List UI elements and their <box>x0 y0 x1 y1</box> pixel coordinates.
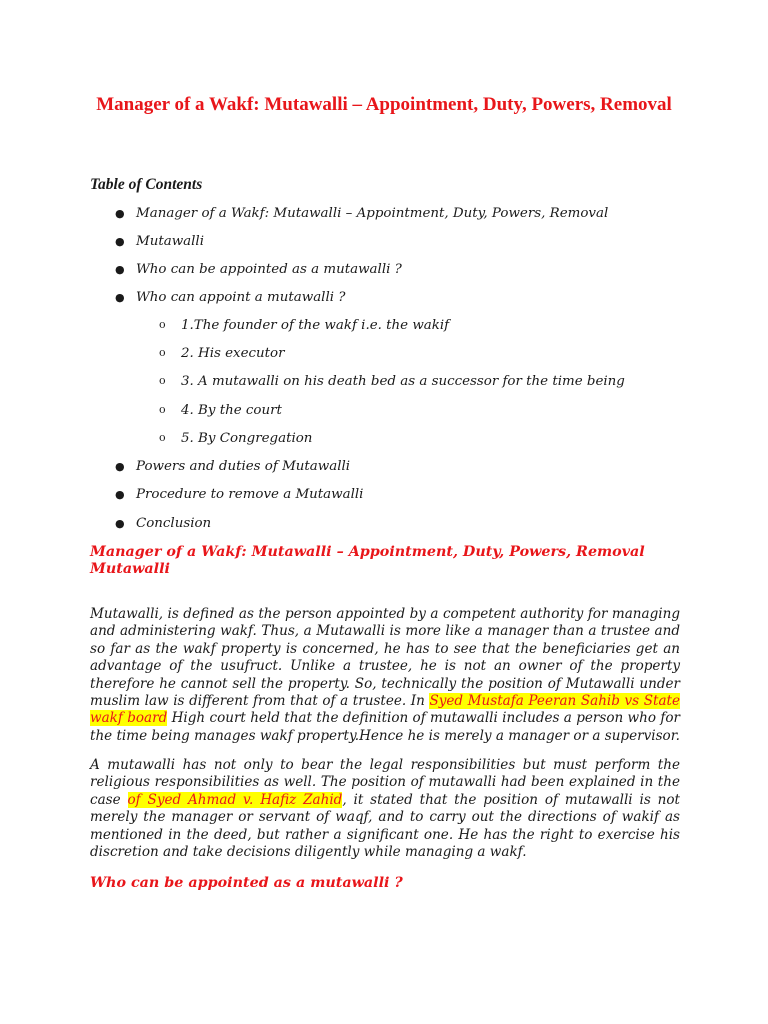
paragraph <box>90 606 680 745</box>
toc-item-label: Powers and duties of Mutawalli <box>136 459 351 474</box>
toc-subitem[interactable] <box>159 317 450 335</box>
paragraph-text: Mutawalli, is defined as the person appointed by a competent authority for managing and administering wakf. Thus, a Mutawalli is more like a manager than a trustee and so far as the wakf property is concerned, he has to see that the beneficiaries get an advantage of the usufruct. Unlike a trustee, he is not an owner of the property therefore he cannot sell the property. So, technically the position of Mutawalli under muslim law is different from that of a trustee. In <box>90 606 680 710</box>
section-heading <box>90 544 690 578</box>
toc-subitem[interactable] <box>159 345 285 363</box>
toc-item[interactable] <box>115 289 346 307</box>
toc-subitem-label: 1.The founder of the wakf i.e. the wakif <box>181 318 450 333</box>
circle-bullet-icon: o <box>159 403 166 416</box>
bullet-icon: ● <box>115 488 125 501</box>
toc-item[interactable] <box>115 458 351 476</box>
bullet-icon: ● <box>115 263 125 276</box>
bullet-icon: ● <box>115 235 125 248</box>
toc-subitem[interactable] <box>159 373 625 391</box>
paragraph-text: A mutawalli has not only to bear the legal responsibilities but must perform the religious responsibilities as well. The position of mutawalli had been explained in the case <box>90 757 680 808</box>
section-heading-line: Manager of a Wakf: Mutawalli – Appointment, Duty, Powers, Removal <box>90 544 645 560</box>
bullet-icon: ● <box>115 207 125 220</box>
toc-item-label: Manager of a Wakf: Mutawalli – Appointment, Duty, Powers, Removal <box>136 206 609 221</box>
section-heading: Who can be appointed as a mutawalli ? <box>90 875 403 891</box>
case-citation-link[interactable]: of Syed Ahmad v. Hafiz Zahid <box>127 791 343 808</box>
circle-bullet-icon: o <box>159 431 166 444</box>
circle-bullet-icon: o <box>159 374 166 387</box>
bullet-icon: ● <box>115 517 125 530</box>
toc-subitem[interactable] <box>159 402 282 420</box>
toc-item-label: Conclusion <box>136 516 212 531</box>
toc-item[interactable] <box>115 233 204 251</box>
toc-item[interactable] <box>115 486 364 504</box>
paragraph <box>90 757 680 861</box>
toc-item[interactable] <box>115 261 402 279</box>
toc-item[interactable] <box>115 515 212 533</box>
paragraph-text: High court held that the definition of mutawalli includes a person who for the time being manages wakf property.Hence he is merely a manager or a supervisor. <box>90 710 680 744</box>
toc-subitem[interactable] <box>159 430 313 448</box>
toc-subitem-label: 3. A mutawalli on his death bed as a successor for the time being <box>181 374 625 389</box>
bullet-icon: ● <box>115 291 125 304</box>
toc-subitem-label: 5. By Congregation <box>181 431 313 446</box>
toc-item-label: Who can be appointed as a mutawalli ? <box>136 262 402 277</box>
toc-subitem-label: 2. His executor <box>181 346 285 361</box>
toc-subitem-label: 4. By the court <box>181 403 282 418</box>
toc-item[interactable] <box>115 205 609 223</box>
paragraph-text: , it stated that the position of mutawalli is not merely the manager or servant of waqf, and to carry out the directions of wakif as mentioned in the deed, but rather a significant one. He has the right to exercise his discretion and take decisions diligently while managing a wakf. <box>90 791 680 861</box>
toc-heading: Table of Contents <box>90 176 203 193</box>
section-heading-line: Mutawalli <box>90 561 170 577</box>
toc-item-label: Mutawalli <box>136 234 204 249</box>
case-citation-link[interactable]: Syed Mustafa Peeran Sahib vs State wakf board <box>90 693 680 727</box>
circle-bullet-icon: o <box>159 318 166 331</box>
bullet-icon: ● <box>115 460 125 473</box>
toc-item-label: Who can appoint a mutawalli ? <box>136 290 346 305</box>
toc-item-label: Procedure to remove a Mutawalli <box>136 487 364 502</box>
document-title: Manager of a Wakf: Mutawalli – Appointment, Duty, Powers, Removal <box>96 94 672 115</box>
circle-bullet-icon: o <box>159 346 166 359</box>
